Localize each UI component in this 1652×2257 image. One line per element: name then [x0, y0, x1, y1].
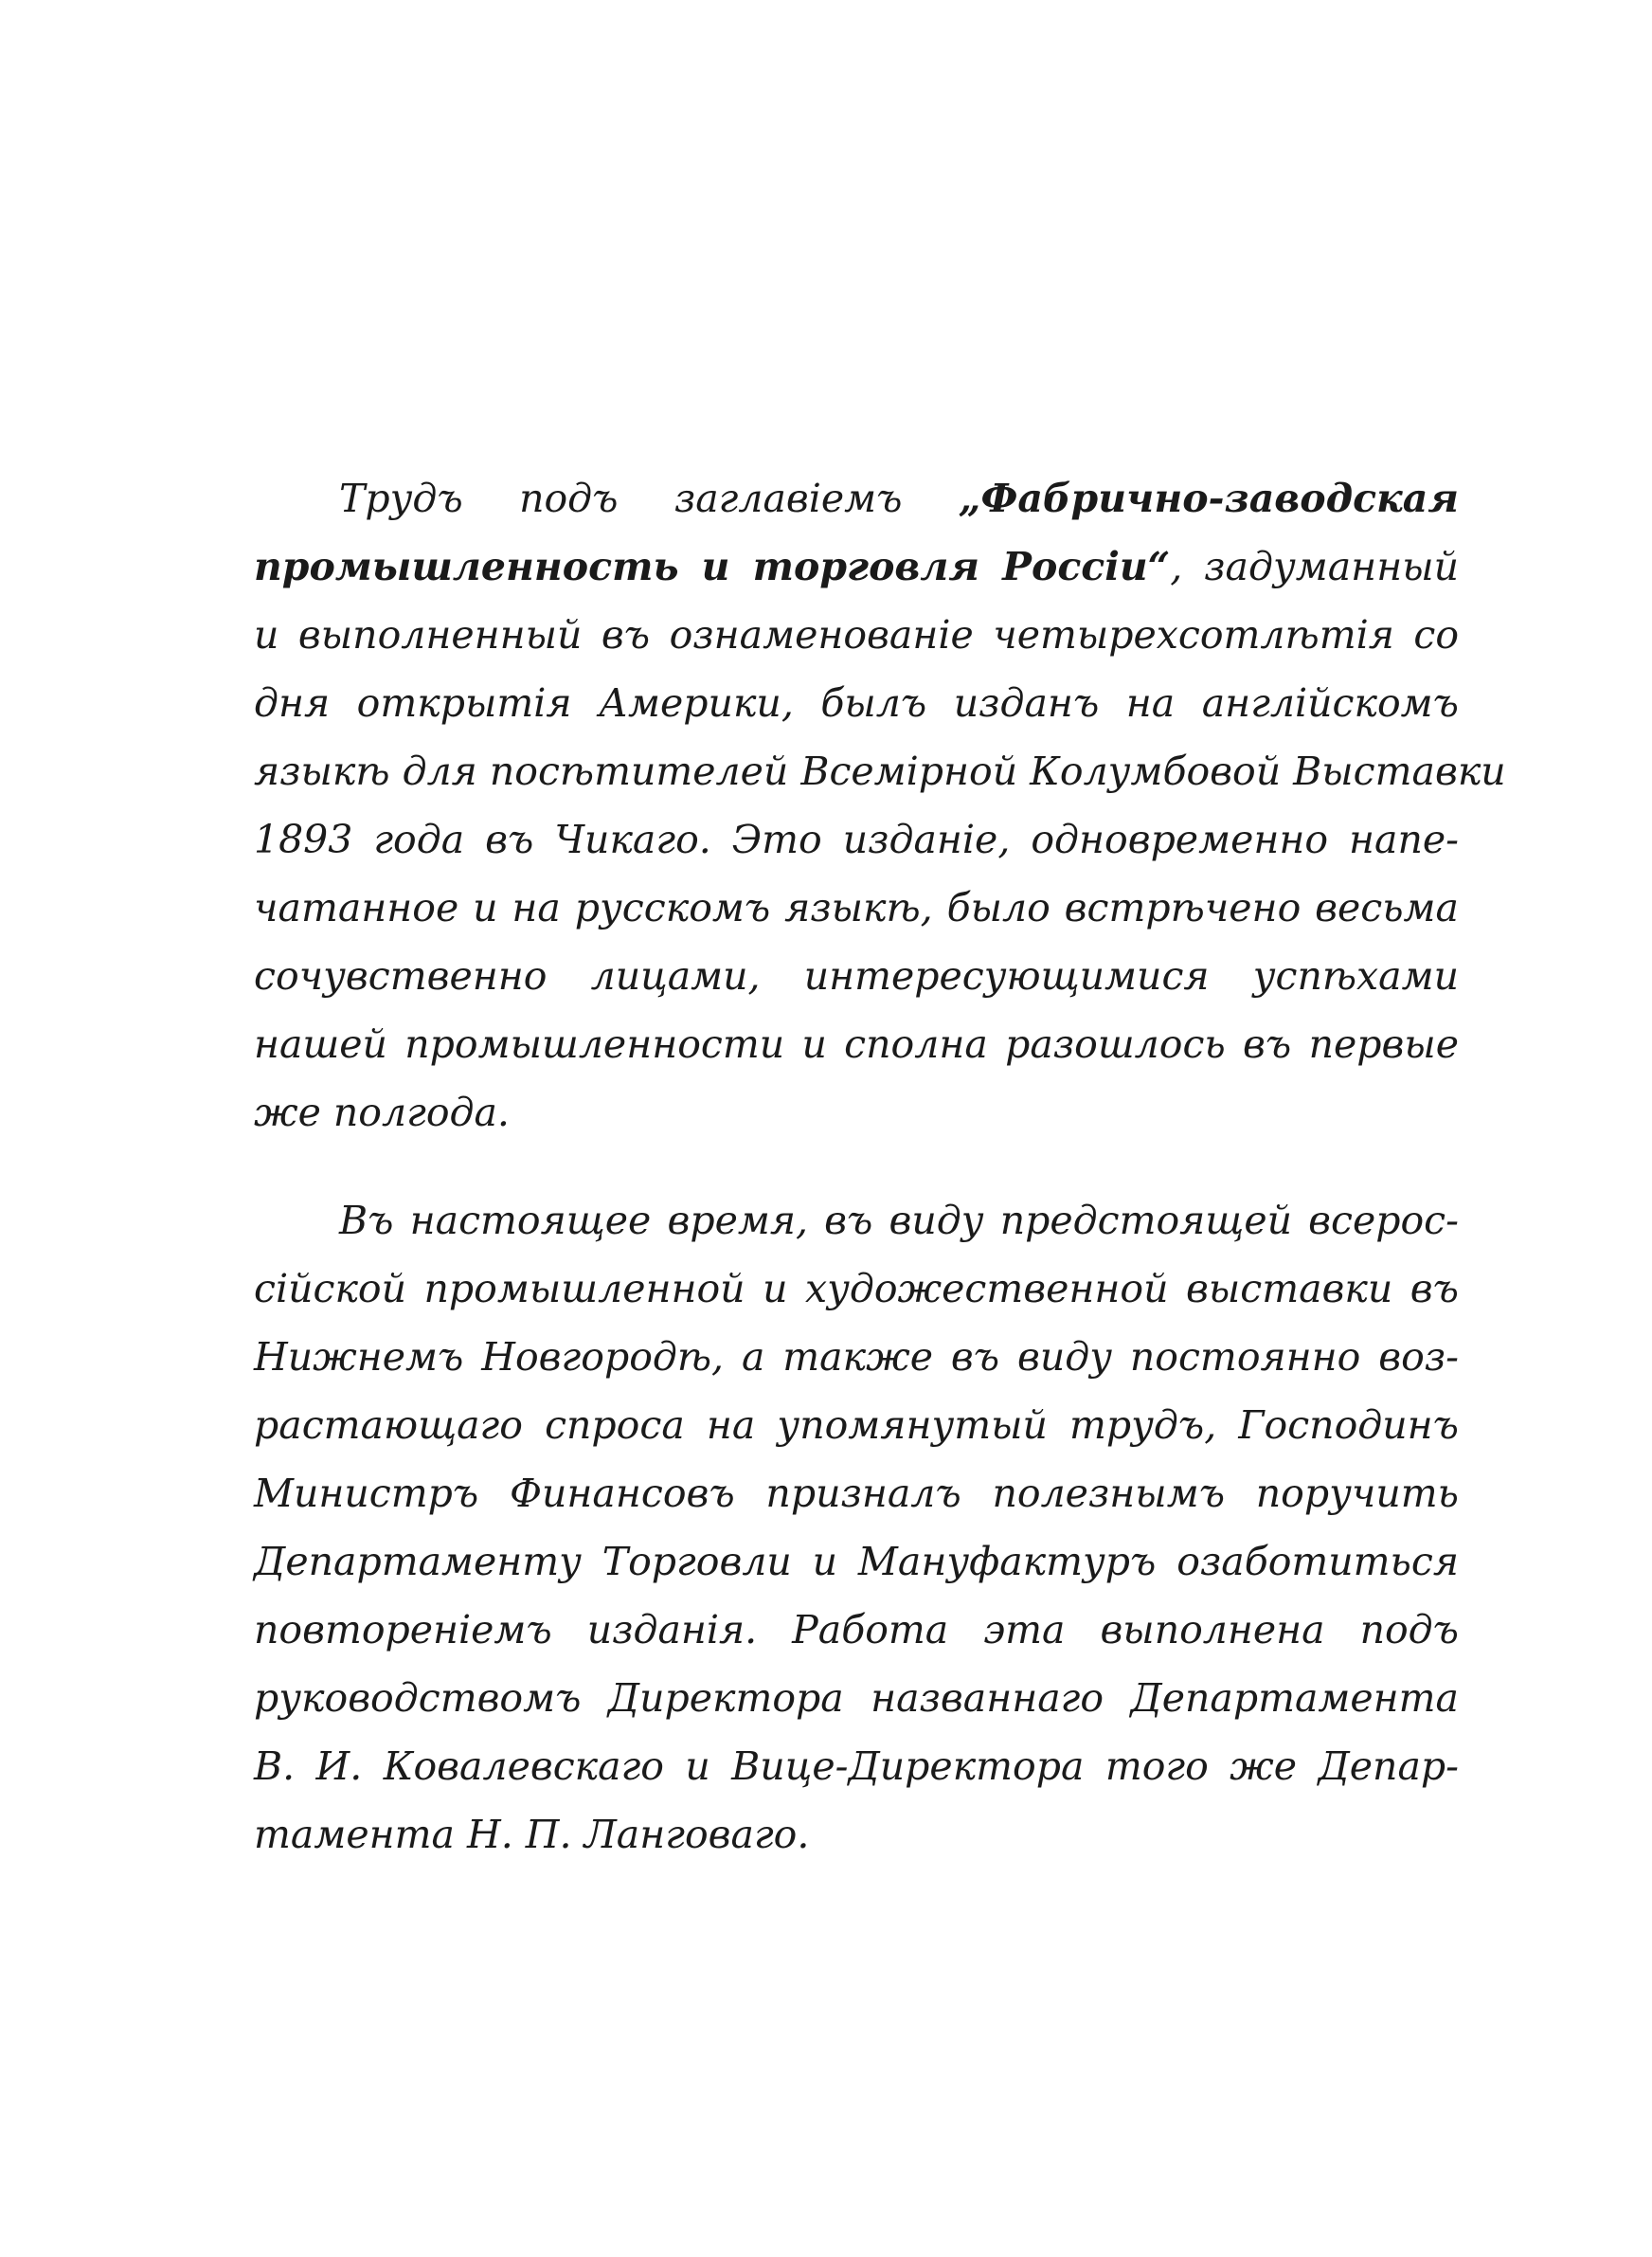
text-span: , задуманный: [1170, 544, 1459, 589]
paragraph-1-line-6: 1893 года въ Чикаго. Это изданіе, одновременно напе-: [254, 817, 1459, 862]
paragraph-2-line-8: руководствомъ Директора названнаго Департамента: [254, 1675, 1459, 1721]
paragraph-2-line-3: Нижнемъ Новгородѣ, а также въ виду постоянно воз-: [254, 1334, 1459, 1380]
paragraph-2-line-4: растающаго спроса на упомянутый трудъ, Господинъ: [254, 1402, 1459, 1448]
paragraph-1-line-8: сочувственно лицами, интересующимися успѣхами: [254, 953, 1459, 999]
body-text: [254, 464, 1506, 1869]
paragraph-1-line-7: чатанное и на русскомъ языкѣ, было встрѣчено весьма: [254, 885, 1459, 930]
text-span: Трудъ подъ заглавіемъ: [339, 476, 959, 521]
paragraph-gap: [254, 1147, 1459, 1186]
book-title-part-1: „Фабрично-заводская: [958, 476, 1459, 521]
paragraph-2-line-1: Въ настоящее время, въ виду предстоящей всерос-: [339, 1198, 1459, 1243]
paragraph-2-line-9: В. И. Ковалевскаго и Вице-Директора того же Депар-: [254, 1743, 1459, 1789]
paragraph-2-line-2: сійской промышленной и художественной выставки въ: [254, 1266, 1459, 1311]
paragraph-1-line-2: [254, 533, 1459, 601]
paragraph-1-line-3: и выполненный въ ознаменованіе четырехсотлѣтія со: [254, 612, 1459, 658]
paragraph-2-line-6: Департаменту Торговли и Мануфактуръ озаботиться: [254, 1539, 1459, 1584]
paragraph-1-line-9: нашей промышленности и сполна разошлось въ первые: [254, 1021, 1459, 1067]
paragraph-1-line-5: языкѣ для посѣтителей Всемірной Колумбовой Выставки: [254, 749, 1506, 794]
paragraph-2-line-10: тамента Н. П. Ланговаго.: [254, 1812, 810, 1857]
paragraph-2-line-5: Министръ Финансовъ призналъ полезнымъ поручить: [254, 1471, 1459, 1516]
paragraph-1-line-4: дня открытія Америки, былъ изданъ на англійскомъ: [254, 680, 1459, 726]
book-title-part-2: промышленность и торговля Россіи“: [254, 544, 1171, 589]
paragraph-1-line-10: же полгода.: [254, 1090, 510, 1135]
paragraph-2-line-7: повтореніемъ изданія. Работа эта выполнена подъ: [254, 1607, 1459, 1652]
paragraph-1-line-1: [254, 464, 1459, 533]
